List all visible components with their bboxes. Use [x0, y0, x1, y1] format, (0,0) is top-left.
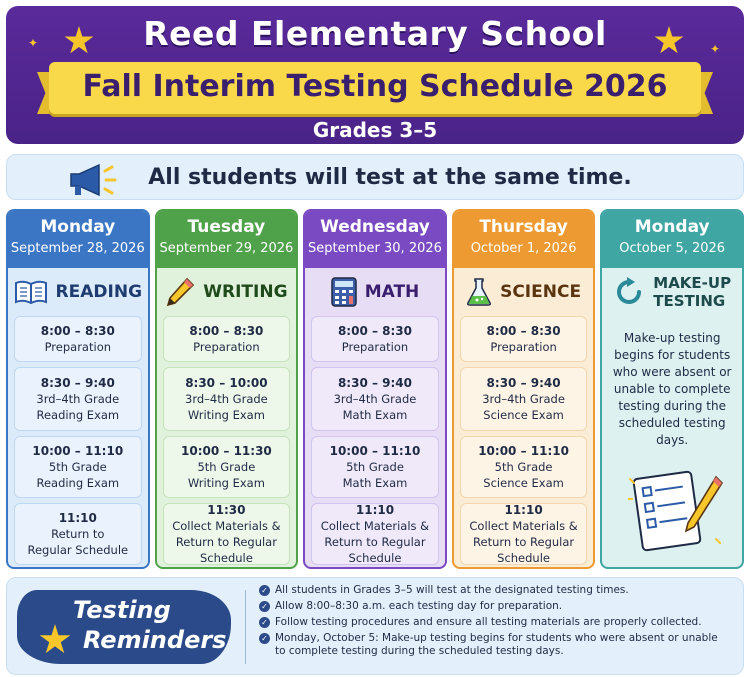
- subject-label: READING: [55, 282, 143, 302]
- school-name: Reed Elementary School: [143, 14, 607, 53]
- day-column-tuesday: [155, 209, 299, 569]
- divider: [245, 590, 246, 664]
- time-slot: 11:30 Collect Materials & Return to Regular Schedule: [163, 503, 291, 565]
- megaphone-icon: [65, 159, 127, 199]
- time-slot: 10:00 – 11:30 5th Grade Writing Exam: [163, 436, 291, 498]
- time-slot: 8:00 – 8:30 Preparation: [460, 316, 588, 362]
- day-column-wednesday: [303, 209, 447, 569]
- announcement-bar: [6, 154, 744, 200]
- list-item: ✓ Monday, October 5: Make-up testing begins for students who were absent or unable to complete testing during the scheduled testing days.: [259, 632, 729, 658]
- reminders-title-line1: Testing: [73, 596, 171, 624]
- checklist-icon: [628, 469, 724, 553]
- check-icon: ✓: [259, 585, 270, 596]
- makeup-description: Make-up testing begins for students who were absent or unable to complete testing during the scheduled testing days.: [612, 331, 732, 447]
- time-slot: 11:10 Return to Regular Schedule: [14, 503, 142, 565]
- reminders-title-badge: [17, 590, 231, 664]
- title-ribbon: [37, 62, 713, 114]
- header-banner: [6, 6, 744, 144]
- check-icon: ✓: [259, 601, 270, 612]
- time-slot: 8:30 – 9:40 3rd–4th Grade Math Exam: [311, 367, 439, 431]
- star-icon: [39, 624, 71, 656]
- time-slot: 11:10 Collect Materials & Return to Regular Schedule: [311, 503, 439, 565]
- day-column-makeup: [600, 209, 744, 569]
- day-name: Wednesday: [320, 217, 430, 237]
- subject-heading: [157, 268, 297, 316]
- time-slot: 8:00 – 8:30 Preparation: [311, 316, 439, 362]
- day-date: September 30, 2026: [308, 241, 442, 256]
- time-slot: 10:00 – 11:10 5th Grade Reading Exam: [14, 436, 142, 498]
- day-date: October 1, 2026: [470, 241, 577, 256]
- subject-heading: [454, 268, 594, 316]
- time-slot: 10:00 – 11:10 5th Grade Science Exam: [460, 436, 588, 498]
- list-item: ✓ Allow 8:00–8:30 a.m. each testing day for preparation.: [259, 600, 729, 613]
- sparkle-icon: ✦: [28, 36, 39, 50]
- schedule-columns: [6, 209, 744, 569]
- time-slot: 8:30 – 9:40 3rd–4th Grade Science Exam: [460, 367, 588, 431]
- calculator-icon: [331, 277, 357, 307]
- time-slot: 8:30 – 10:00 3rd–4th Grade Writing Exam: [163, 367, 291, 431]
- subject-label: MATH: [364, 282, 420, 302]
- testing-reminders: [6, 577, 744, 675]
- grades-label: Grades 3–5: [312, 118, 438, 142]
- day-name: Thursday: [479, 217, 568, 237]
- list-item: ✓ All students in Grades 3–5 will test at the designated testing times.: [259, 584, 729, 597]
- day-name: Monday: [40, 217, 116, 237]
- check-icon: ✓: [259, 617, 270, 628]
- reminders-title-line2: Reminders: [83, 626, 227, 654]
- pencil-icon: [165, 277, 195, 307]
- day-date: October 5, 2026: [619, 241, 726, 256]
- time-slot: 8:30 – 9:40 3rd–4th Grade Reading Exam: [14, 367, 142, 431]
- time-slot: 8:00 – 8:30 Preparation: [163, 316, 291, 362]
- announcement-text: All students will test at the same time.: [148, 164, 632, 190]
- time-slot: 10:00 – 11:10 5th Grade Math Exam: [311, 436, 439, 498]
- day-date: September 29, 2026: [159, 241, 294, 256]
- check-icon: ✓: [259, 633, 270, 644]
- reminders-list: [259, 584, 729, 661]
- day-column-thursday: [452, 209, 596, 569]
- subject-label: WRITING: [203, 282, 288, 302]
- book-icon: [14, 279, 48, 305]
- subject-heading: [8, 268, 148, 316]
- subject-heading: [602, 268, 742, 316]
- day-name: Monday: [634, 217, 710, 237]
- sparkle-icon: ✦: [709, 42, 720, 56]
- schedule-title: Fall Interim Testing Schedule 2026: [82, 69, 668, 104]
- subject-label: SCIENCE: [500, 282, 582, 302]
- refresh-icon: [613, 276, 645, 308]
- flask-icon: [466, 277, 492, 307]
- list-item: ✓ Follow testing procedures and ensure all testing materials are properly collected.: [259, 616, 729, 629]
- time-slot: 8:00 – 8:30 Preparation: [14, 316, 142, 362]
- day-date: September 28, 2026: [10, 241, 145, 256]
- subject-heading: [305, 268, 445, 316]
- subject-label: MAKE-UP TESTING: [653, 274, 732, 310]
- day-column-monday: [6, 209, 150, 569]
- day-name: Tuesday: [187, 217, 266, 237]
- time-slot: 11:10 Collect Materials & Return to Regular Schedule: [460, 503, 588, 565]
